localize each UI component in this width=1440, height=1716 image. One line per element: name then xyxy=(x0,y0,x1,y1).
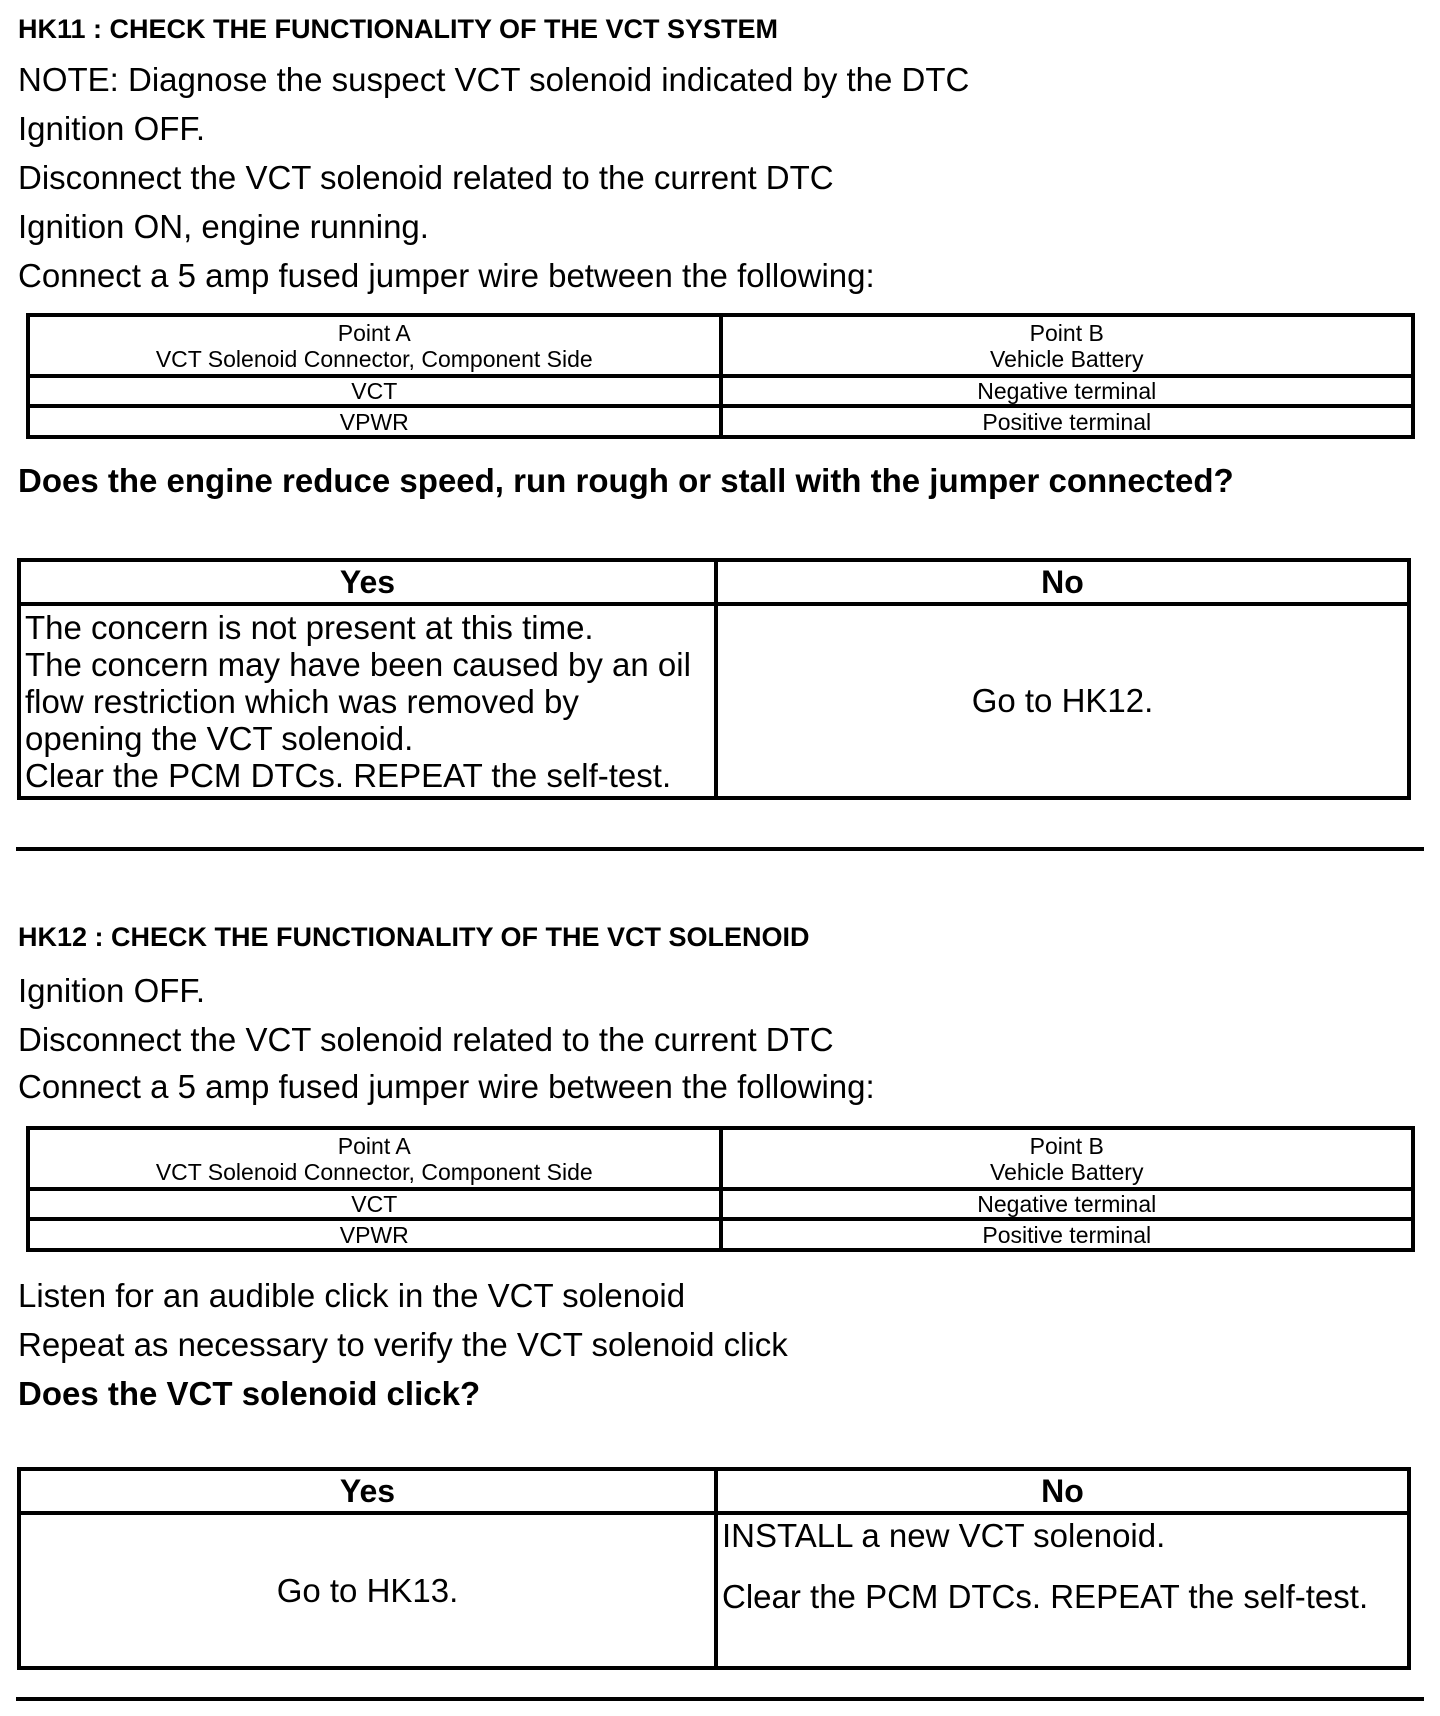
hk12-step-repeat: Repeat as necessary to verify the VCT solenoid click xyxy=(18,1326,788,1363)
point-a-cell: VPWR xyxy=(28,1219,721,1250)
hk12-step-disconnect: Disconnect the VCT solenoid related to the current DTC xyxy=(18,1021,834,1058)
no-header: No xyxy=(716,1469,1409,1513)
table-header-row xyxy=(28,315,1413,376)
table-header-row xyxy=(19,560,1409,604)
point-b-header: Point B Vehicle Battery xyxy=(721,315,1414,376)
point-b-cell: Negative terminal xyxy=(721,376,1414,406)
hk11-question: Does the engine reduce speed, run rough or stall with the jumper connected? xyxy=(18,462,1234,499)
hk11-step-connect: Connect a 5 amp fused jumper wire between the following: xyxy=(18,257,875,294)
hk11-step-ignition-on: Ignition ON, engine running. xyxy=(18,208,429,245)
yes-cell: The concern is not present at this time. The concern may have been caused by an oil flow restriction which was removed by opening the VCT solenoid. Clear the PCM DTCs. REPEAT the self-test. xyxy=(19,604,716,798)
no-cell: INSTALL a new VCT solenoid. Clear the PCM DTCs. REPEAT the self-test. xyxy=(716,1513,1409,1668)
hk11-answer-table xyxy=(17,558,1411,800)
point-b-cell: Negative terminal xyxy=(721,1189,1414,1219)
section-divider xyxy=(16,847,1424,851)
table-row xyxy=(28,1219,1413,1250)
no-cell: Go to HK12. xyxy=(716,604,1409,798)
table-row xyxy=(28,406,1413,437)
table-header-row xyxy=(28,1128,1413,1189)
hk11-connection-table xyxy=(26,313,1415,439)
point-a-header: Point A VCT Solenoid Connector, Component Side xyxy=(28,1128,721,1189)
point-a-header: Point A VCT Solenoid Connector, Component Side xyxy=(28,315,721,376)
point-a-cell: VCT xyxy=(28,1189,721,1219)
hk12-question: Does the VCT solenoid click? xyxy=(18,1375,481,1412)
point-b-cell: Positive terminal xyxy=(721,406,1414,437)
hk11-step-disconnect: Disconnect the VCT solenoid related to the current DTC xyxy=(18,159,834,196)
point-b-cell: Positive terminal xyxy=(721,1219,1414,1250)
hk12-step-ignition-off: Ignition OFF. xyxy=(18,972,206,1009)
hk12-step-connect: Connect a 5 amp fused jumper wire between the following: xyxy=(18,1068,875,1105)
hk11-title: HK11 : CHECK THE FUNCTIONALITY OF THE VCT SYSTEM xyxy=(18,14,779,44)
table-row xyxy=(19,1513,1409,1668)
no-header: No xyxy=(716,560,1409,604)
point-a-cell: VPWR xyxy=(28,406,721,437)
hk11-note: NOTE: Diagnose the suspect VCT solenoid indicated by the DTC xyxy=(18,61,970,98)
table-row xyxy=(28,376,1413,406)
hk12-step-listen: Listen for an audible click in the VCT solenoid xyxy=(18,1277,686,1314)
yes-cell: Go to HK13. xyxy=(19,1513,716,1668)
hk12-title: HK12 : CHECK THE FUNCTIONALITY OF THE VCT SOLENOID xyxy=(18,922,810,952)
yes-header: Yes xyxy=(19,560,716,604)
point-b-header: Point B Vehicle Battery xyxy=(721,1128,1414,1189)
hk11-step-ignition-off: Ignition OFF. xyxy=(18,110,206,147)
point-a-cell: VCT xyxy=(28,376,721,406)
hk12-connection-table xyxy=(26,1126,1415,1252)
table-header-row xyxy=(19,1469,1409,1513)
table-row xyxy=(19,604,1409,798)
section-divider xyxy=(16,1697,1424,1701)
table-row xyxy=(28,1189,1413,1219)
hk12-answer-table xyxy=(17,1467,1411,1670)
yes-header: Yes xyxy=(19,1469,716,1513)
